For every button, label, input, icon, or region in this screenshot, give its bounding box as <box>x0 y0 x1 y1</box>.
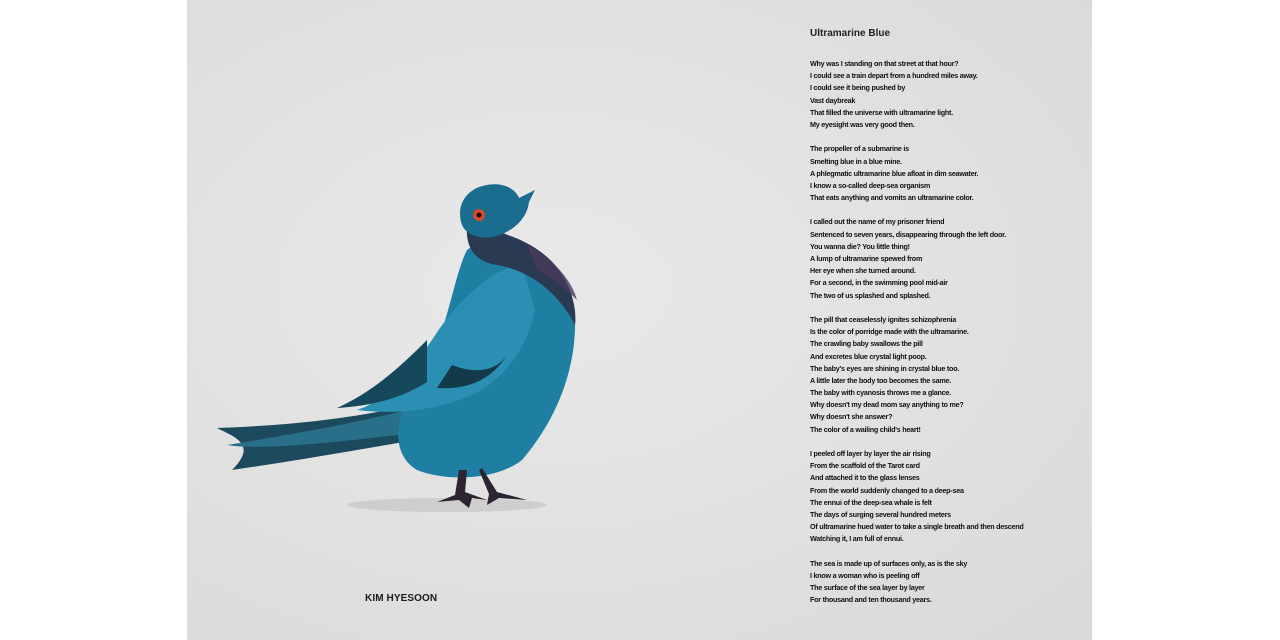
poem-line: My eyesight was very good then. <box>810 119 915 129</box>
poem-line: A lump of ultramarine spewed from <box>810 254 923 263</box>
poem-line: From the world suddenly changed to a deep-sea <box>810 485 964 495</box>
poem-stanza <box>810 58 1080 131</box>
poem-line: Why was I standing on that street at that hour? <box>810 59 959 68</box>
author-name: KIM HYESOON <box>365 593 438 604</box>
poem-line: You wanna die? You little thing! <box>810 241 910 251</box>
poem-line: The two of us splashed and splashed. <box>810 290 931 300</box>
poem-line: I know a woman who is peeling off <box>810 570 920 580</box>
poem-title: Ultramarine Blue <box>810 28 891 39</box>
poem-line: That filled the universe with ultramarine light. <box>810 107 953 117</box>
book-spread <box>187 0 1092 640</box>
poem-line: Why doesn't she answer? <box>810 412 893 422</box>
poem-stanza <box>810 558 1080 607</box>
poem-line: Sentenced to seven years, disappearing through the left door. <box>810 229 1007 239</box>
poem-line: For thousand and ten thousand years. <box>810 595 932 605</box>
poem-line: Is the color of porridge made with the ultramarine. <box>810 327 969 337</box>
poem-line: The baby's eyes are shining in crystal blue too. <box>810 363 960 373</box>
poem-line: I called out the name of my prisoner friend <box>810 217 945 227</box>
poem-stanza <box>810 216 1080 301</box>
poem-line: For a second, in the swimming pool mid-air <box>810 278 948 288</box>
poem-line: The color of a wailing child's heart! <box>810 424 921 434</box>
poem-line: And attached it to the glass lenses <box>810 473 920 483</box>
poem-line: I peeled off layer by layer the air rising <box>810 449 931 458</box>
poem-line: Of ultramarine hued water to take a single breath and then descend <box>810 522 1024 532</box>
poem-line: That eats anything and vomits an ultramarine color. <box>810 193 974 203</box>
poem-line: A little later the body too becomes the same. <box>810 375 952 385</box>
pigeon-image <box>197 170 597 530</box>
poem-line: Why doesn't my dead mom say anything to me? <box>810 400 964 410</box>
poem-line: And excretes blue crystal light poop. <box>810 351 927 361</box>
poem-line: Watching it, I am full of ennui. <box>810 534 904 544</box>
poem-line: The surface of the sea layer by layer <box>810 583 925 593</box>
poem-line: The pill that ceaselessly ignites schizophrenia <box>810 314 957 324</box>
poem-line: The crawling baby swallows the pill <box>810 339 923 349</box>
poem-line: I could see a train depart from a hundred miles away. <box>810 71 978 81</box>
poem-line: Vast daybreak <box>810 95 856 105</box>
poem-stanza <box>810 314 1080 436</box>
poem-line: The baby with cyanosis throws me a glance. <box>810 388 951 398</box>
poem-line: Her eye when she turned around. <box>810 266 916 276</box>
poem-line: I know a so-called deep-sea organism <box>810 180 931 190</box>
poem-line: The propeller of a submarine is <box>810 144 909 154</box>
poem-line: The sea is made up of surfaces only, as is the sky <box>810 558 968 568</box>
poem-line: From the scaffold of the Tarot card <box>810 461 920 471</box>
poem-line: The ennui of the deep-sea whale is felt <box>810 497 932 507</box>
poem-line: I could see it being pushed by <box>810 83 906 93</box>
poem-line: The days of surging several hundred meters <box>810 509 951 519</box>
poem-line: Smelting blue in a blue mine. <box>810 156 902 166</box>
poem-stanza <box>810 448 1080 546</box>
poem-line: A phlegmatic ultramarine blue afloat in dim seawater. <box>810 168 979 178</box>
poem-stanza <box>810 143 1080 204</box>
poem-body <box>810 58 1080 619</box>
